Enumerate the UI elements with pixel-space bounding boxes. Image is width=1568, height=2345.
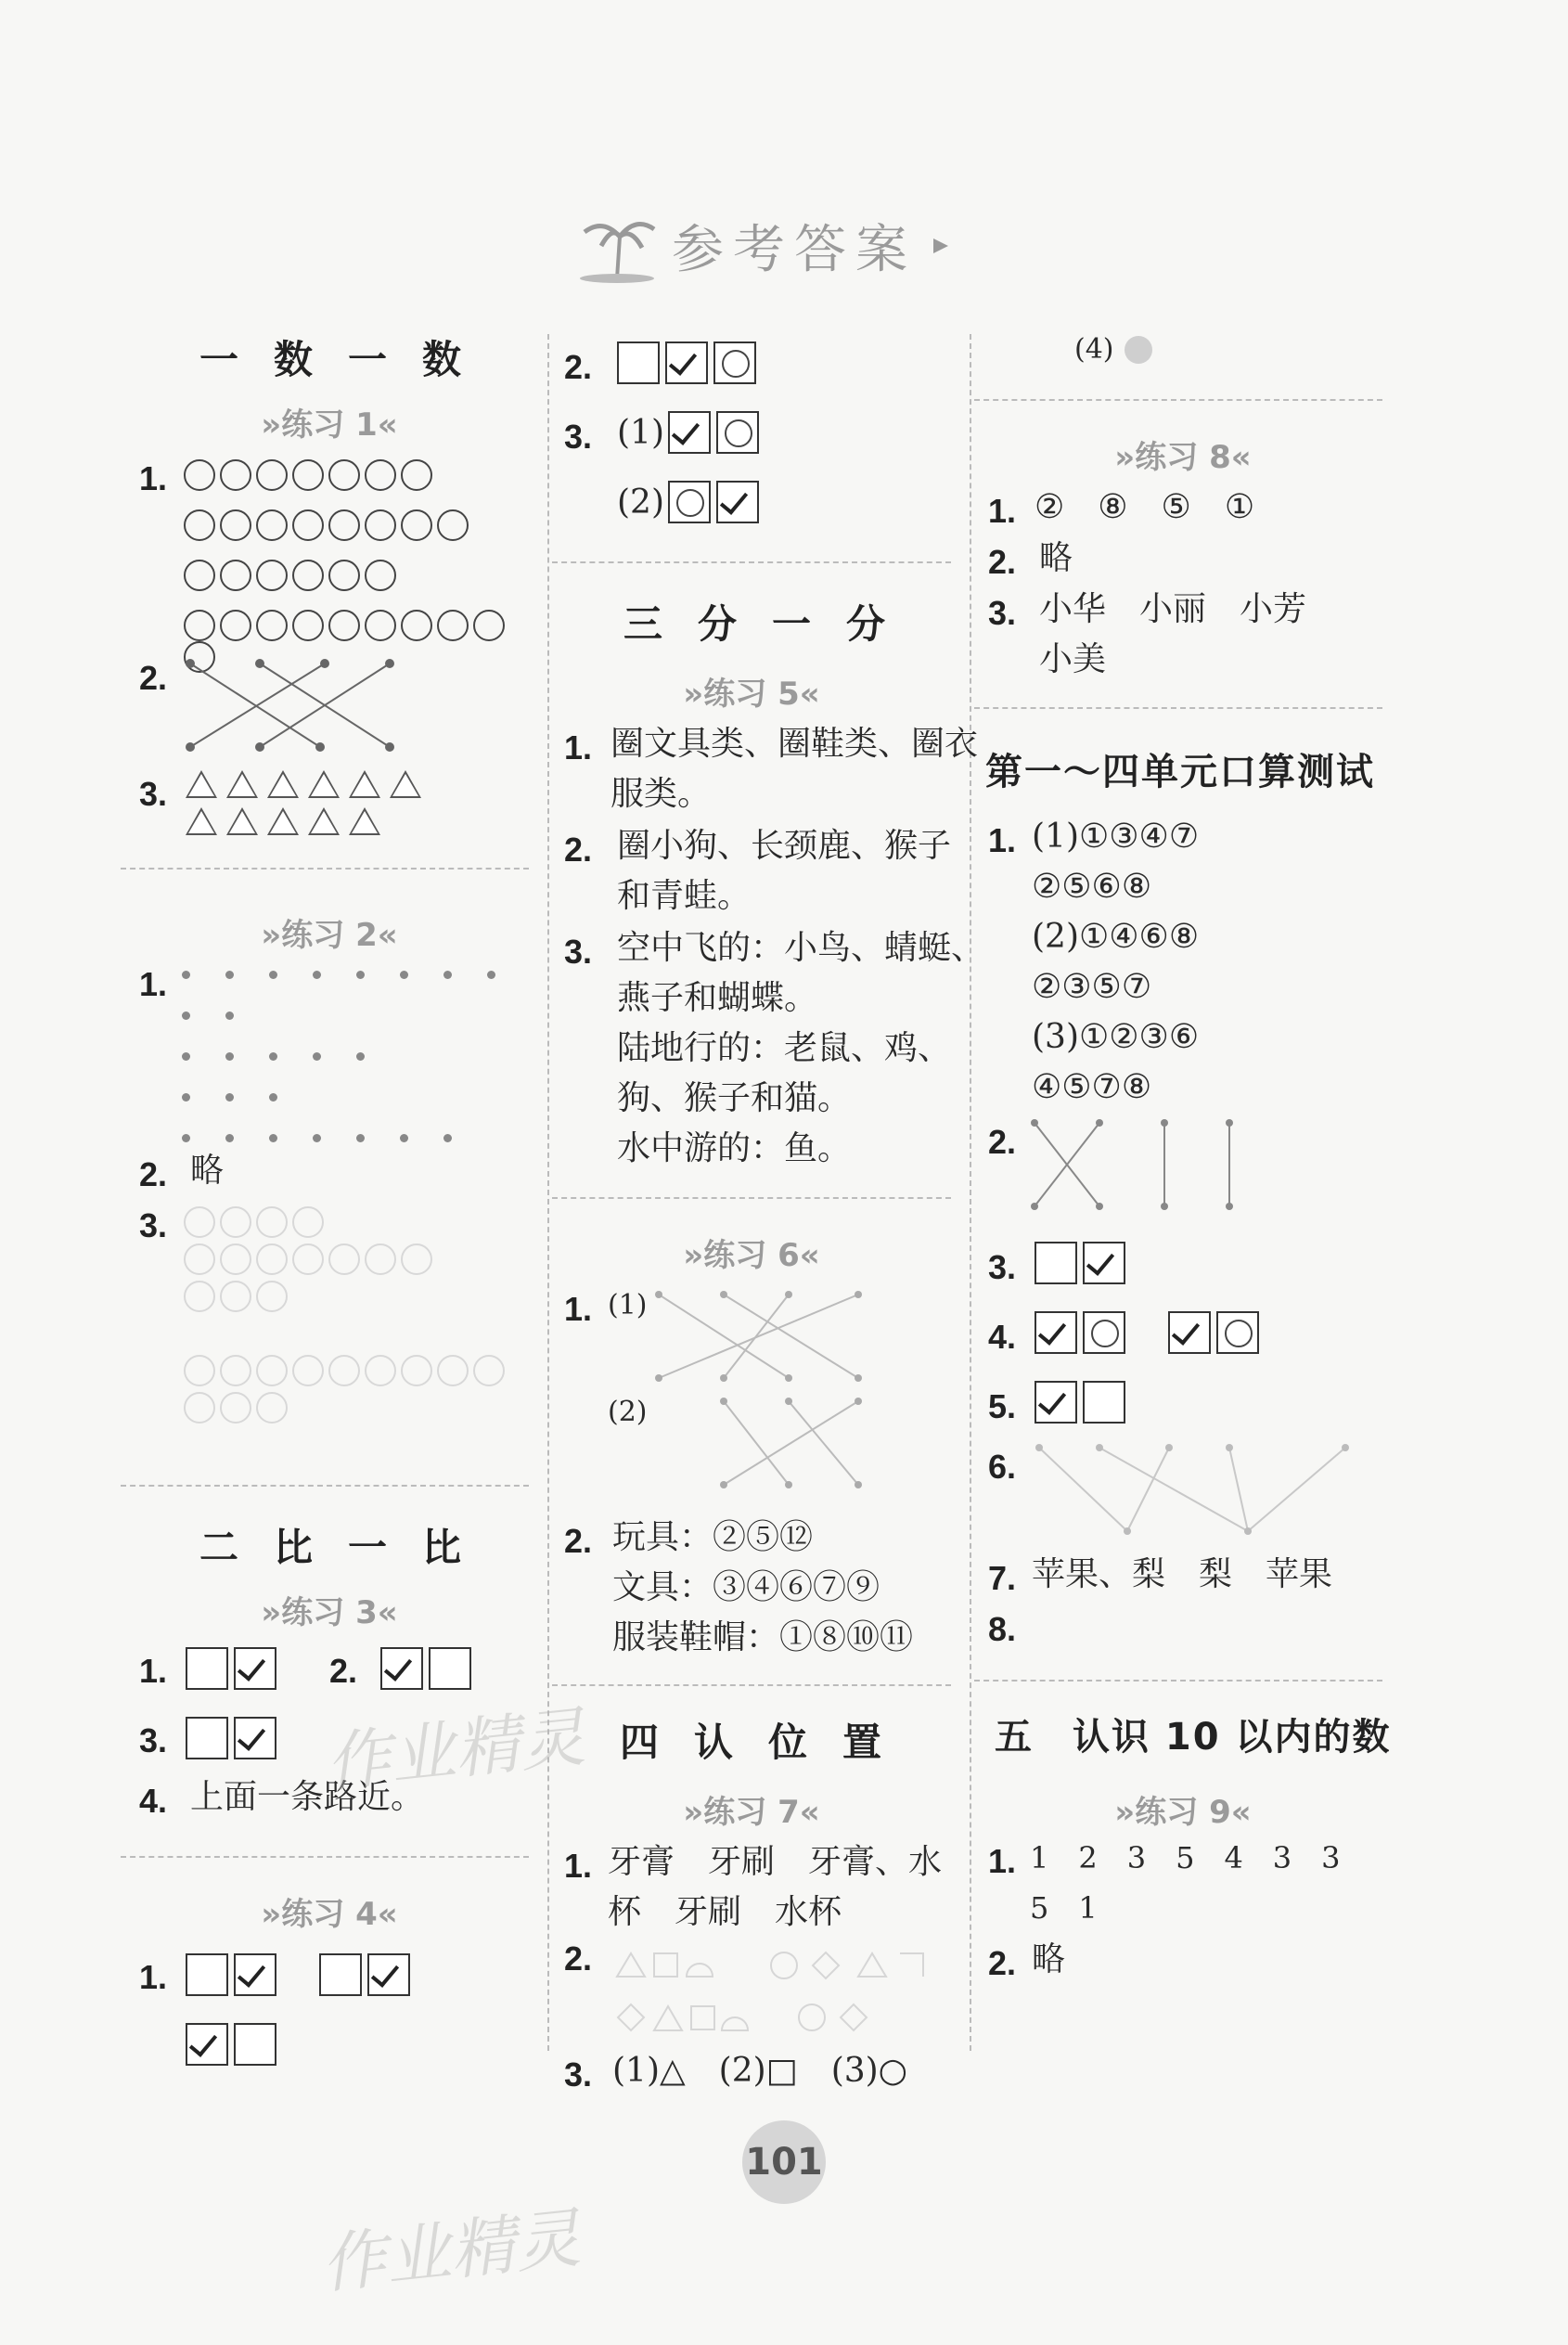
title-text: 参考答案 xyxy=(672,220,917,280)
question-number: 1. xyxy=(139,965,168,1003)
question-number: 4. xyxy=(139,1782,168,1820)
answer-text: 杯 牙刷 水杯 xyxy=(608,1893,842,1931)
answer-text: 圈小狗、长颈鹿、猴子 xyxy=(617,827,952,865)
answer-boxes xyxy=(668,481,765,523)
sub-question: (4) xyxy=(1074,333,1114,366)
question-number: 2. xyxy=(988,1123,1017,1161)
question-number: 1. xyxy=(988,821,1017,859)
exercise-heading: »练习 6« xyxy=(683,1237,820,1274)
question-number: 7. xyxy=(988,1559,1017,1597)
question-number: 3. xyxy=(564,2055,593,2094)
answer-text: (3)①②③⑥ xyxy=(1032,1018,1200,1056)
answer-boxes xyxy=(186,1717,282,1759)
divider xyxy=(121,1485,529,1487)
exercise-heading: »练习 3« xyxy=(261,1594,398,1631)
question-number: 1. xyxy=(988,1842,1017,1880)
sub-question: (1) xyxy=(608,1289,648,1321)
answer-text: 1 2 3 5 4 3 3 xyxy=(1030,1840,1341,1875)
question-number: 1. xyxy=(139,459,168,497)
question-number: 2. xyxy=(139,659,168,697)
section-heading: 四认位置 xyxy=(620,1720,918,1765)
exercise-heading: »练习 1« xyxy=(261,406,398,444)
answer-boxes xyxy=(1035,1242,1131,1284)
question-number: 2. xyxy=(564,1939,593,1978)
question-number: 3. xyxy=(988,594,1017,632)
section-heading: 三分一分 xyxy=(623,601,921,647)
answer-boxes xyxy=(1035,1381,1131,1424)
answer-text: ② ⑧ ⑤ ① xyxy=(1035,488,1255,526)
answer-boxes xyxy=(668,411,765,454)
answer-boxes xyxy=(380,1647,477,1690)
divider xyxy=(121,1856,529,1858)
answer-text: 燕子和蝴蝶。 xyxy=(617,979,818,1017)
answer-text: 5 1 xyxy=(1030,1890,1098,1926)
answer-text: (2)①④⑥⑧ xyxy=(1032,918,1200,956)
matching-lines-2 xyxy=(649,1392,872,1494)
answer-text: 空中飞的：小鸟、蜻蜓、 xyxy=(617,929,985,967)
answer-text: 文具：③④⑥⑦⑨ xyxy=(612,1568,880,1606)
sub-question: (2) xyxy=(608,1396,648,1428)
question-number: 3. xyxy=(139,1721,168,1759)
question-number: 8. xyxy=(988,1610,1017,1648)
watermark: 作业精灵 xyxy=(322,1698,589,1802)
question-number: 2. xyxy=(564,831,593,869)
question-number: 3. xyxy=(564,418,593,456)
sub-question: (1) xyxy=(617,414,664,452)
dot-grid xyxy=(182,965,531,1169)
matching-lines xyxy=(181,650,404,761)
divider xyxy=(974,399,1382,401)
question-number: 4. xyxy=(988,1318,1017,1356)
question-number: 1. xyxy=(988,492,1017,530)
divider xyxy=(121,868,529,870)
section-heading: 一数一数 xyxy=(199,337,497,382)
triangle-rows xyxy=(186,770,431,844)
answer-text: 略 xyxy=(190,1152,225,1190)
question-number: 2. xyxy=(564,1522,593,1560)
answer-text: 小华 小丽 小芳 xyxy=(1039,590,1307,628)
question-number: 2. xyxy=(139,1155,168,1193)
answer-text: 小美 xyxy=(1039,640,1107,678)
section-heading: 五 认识 10 以内的数 xyxy=(995,1716,1392,1759)
column-separator xyxy=(970,334,971,2051)
answer-boxes xyxy=(1035,1311,1265,1354)
gray-circle-icon xyxy=(1125,336,1152,364)
page-number: 101 xyxy=(742,2120,826,2204)
matching-lines xyxy=(1025,1114,1248,1216)
question-number: 2. xyxy=(988,543,1017,581)
answer-text: 陆地行的：老鼠、鸡、 xyxy=(617,1029,952,1067)
matching-lines-1 xyxy=(649,1285,872,1397)
question-number: 2. xyxy=(988,1944,1017,1982)
question-number: 2. xyxy=(564,348,593,386)
answer-text: 狗、猴子和猫。 xyxy=(617,1079,852,1117)
sub-question: (2) xyxy=(617,483,664,522)
question-number: 3. xyxy=(139,775,168,813)
question-number: 3. xyxy=(564,933,593,971)
triangle-arrow-icon xyxy=(930,235,952,257)
answer-boxes xyxy=(186,2023,282,2066)
divider xyxy=(552,1197,951,1199)
section-heading: 二比一比 xyxy=(199,1525,497,1570)
circle-rows xyxy=(184,459,536,660)
answer-text: 圈文具类、圈鞋类、圈衣 xyxy=(610,725,979,763)
answer-text: ②③⑤⑦ xyxy=(1032,968,1152,1006)
answer-text: 略 xyxy=(1032,1940,1066,1978)
question-number: 6. xyxy=(988,1448,1017,1486)
question-number: 3. xyxy=(988,1248,1017,1286)
section-heading: 第一～四单元口算测试 xyxy=(985,751,1375,793)
exercise-heading: »练习 9« xyxy=(1114,1794,1252,1831)
answer-text: 服类。 xyxy=(610,775,712,813)
answer-boxes xyxy=(186,1647,282,1690)
answer-text: 水中游的：鱼。 xyxy=(617,1129,852,1167)
question-number: 1. xyxy=(564,1290,593,1328)
question-number: 1. xyxy=(139,1652,168,1690)
page-title xyxy=(575,209,952,283)
answer-text: 和青蛙。 xyxy=(617,877,752,915)
question-number: 2. xyxy=(329,1652,358,1690)
answer-text: 牙膏 牙刷 牙膏、水 xyxy=(608,1843,943,1881)
faint-shapes xyxy=(612,1939,946,2042)
question-number: 3. xyxy=(139,1206,168,1244)
divider xyxy=(552,561,951,563)
exercise-heading: »练习 7« xyxy=(683,1794,820,1831)
answer-text: 服装鞋帽：①⑧⑩⑪ xyxy=(612,1618,914,1656)
question-number: 1. xyxy=(564,728,593,767)
answer-text: 苹果、梨 梨 苹果 xyxy=(1032,1555,1333,1593)
answer-text: (1)①③④⑦ xyxy=(1032,818,1200,856)
answer-boxes xyxy=(617,341,762,384)
matching-lines-faint xyxy=(1030,1438,1364,1540)
question-number: 5. xyxy=(988,1387,1017,1425)
exercise-heading: »练习 2« xyxy=(261,917,398,954)
exercise-heading: »练习 5« xyxy=(683,676,820,713)
palm-tree-icon xyxy=(575,209,659,283)
exercise-heading: »练习 4« xyxy=(261,1896,398,1933)
answer-boxes xyxy=(186,1953,416,1996)
divider xyxy=(552,1684,951,1686)
divider xyxy=(974,1680,1382,1681)
faint-circle-rows xyxy=(184,1206,509,1429)
answer-text: 上面一条路近。 xyxy=(190,1778,425,1816)
answer-text: ④⑤⑦⑧ xyxy=(1032,1068,1152,1106)
question-number: 1. xyxy=(139,1958,168,1996)
question-number: 1. xyxy=(564,1847,593,1885)
exercise-heading: »练习 8« xyxy=(1114,439,1252,476)
answer-text: ②⑤⑥⑧ xyxy=(1032,868,1152,906)
divider xyxy=(974,707,1382,709)
answer-text: (1)△ (2)□ (3)○ xyxy=(612,2052,908,2090)
answer-text: 玩具：②⑤⑫ xyxy=(612,1518,814,1556)
column-separator xyxy=(547,334,549,2051)
answer-text: 略 xyxy=(1039,539,1073,577)
watermark: 作业精灵 xyxy=(317,2199,585,2303)
